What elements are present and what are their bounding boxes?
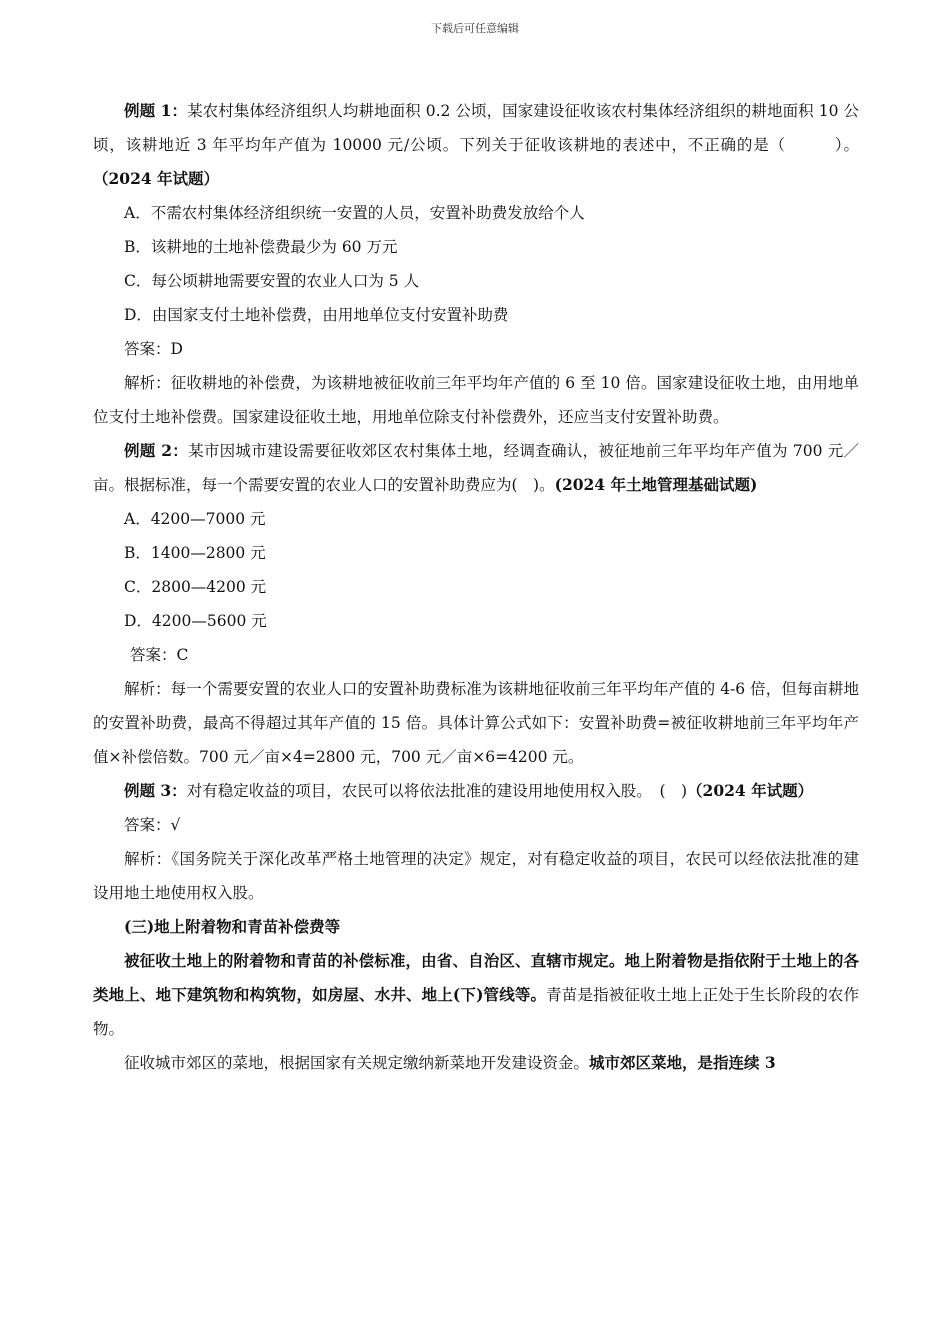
example-2-option-b: B．1400—2800 元 bbox=[124, 544, 266, 562]
example-3-label: 例题 3： bbox=[124, 781, 187, 800]
example-2-tag: (2024 年土地管理基础试题) bbox=[554, 475, 758, 494]
example-2-answer: 答案：C bbox=[130, 646, 189, 664]
example-1-option-b: B．该耕地的土地补偿费最少为 60 万元 bbox=[124, 238, 398, 256]
example-3-stem: 例题 3：对有稳定收益的项目，农民可以将依法批准的建设用地使用权入股。 ( )（2024 年试题） bbox=[124, 781, 814, 800]
example-1-label: 例题 1： bbox=[124, 101, 188, 120]
section-paragraph-1: 被征收土地上的附着物和青苗的补偿标准，由省、自治区、直辖市规定。地上附着物是指依附于土地上的各类地上、地下建筑物和构筑物，如房屋、水井、地上(下)管线等。青苗是指被征收土地上正处于生长阶段的农作物。 bbox=[93, 951, 859, 1038]
example-2-stem: 例题 2：某市因城市建设需要征收郊区农村集体土地，经调查确认，被征地前三年平均年产值为 700 元／亩。根据标准，每一个需要安置的农业人口的安置补助费应为( )。(2024 年土地管理基础试题) bbox=[93, 441, 859, 494]
example-2-option-a: A．4200—7000 元 bbox=[124, 510, 266, 528]
example-3-tag: （2024 年试题） bbox=[687, 781, 814, 800]
example-2-analysis: 解析：每一个需要安置的农业人口的安置补助费标准为该耕地征收前三年平均年产值的 4-6 倍，但每亩耕地的安置补助费，最高不得超过其年产值的 15 倍。具体计算公式如下：安置补助费=被征收耕地前三年平均年产值×补偿倍数。700 元／亩×4=2800 元，700 元／亩×6=4200 元。 bbox=[93, 680, 859, 766]
section-paragraph-2: 征收城市郊区的菜地，根据国家有关规定缴纳新菜地开发建设资金。城市郊区菜地，是指连续 3 bbox=[124, 1053, 776, 1072]
example-3-analysis: 解析：《国务院关于深化改革严格土地管理的决定》规定，对有稳定收益的项目，农民可以经依法批准的建设用地土地使用权入股。 bbox=[93, 850, 859, 902]
example-2-option-c: C．2800—4200 元 bbox=[124, 578, 267, 596]
example-1-tag: （2024 年试题） bbox=[93, 169, 220, 188]
example-1-analysis: 解析：征收耕地的补偿费，为该耕地被征收前三年平均年产值的 6 至 10 倍。国家建设征收土地，由用地单位支付土地补偿费。国家建设征收土地，用地单位除支付补偿费外，还应当支付安置补助费。 bbox=[93, 374, 859, 426]
page-header: 下载后可任意编辑 bbox=[431, 22, 519, 35]
example-3-answer: 答案：√ bbox=[124, 816, 181, 834]
example-1-option-c: C．每公顷耕地需要安置的农业人口为 5 人 bbox=[124, 272, 420, 290]
example-2-label: 例题 2： bbox=[124, 441, 189, 460]
example-1-answer: 答案：D bbox=[124, 340, 183, 358]
example-1-option-d: D．由国家支付土地补偿费，由用地单位支付安置补助费 bbox=[124, 306, 509, 324]
example-1-option-a: A．不需农村集体经济组织统一安置的人员，安置补助费发放给个人 bbox=[124, 204, 585, 222]
document-body bbox=[93, 94, 859, 1080]
example-2-option-d: D．4200—5600 元 bbox=[124, 612, 267, 630]
example-1-stem: 例题 1：某农村集体经济组织人均耕地面积 0.2 公顷，国家建设征收该农村集体经济组织的耕地面积 10 公顷，该耕地近 3 年平均年产值为 10000 元/公顷。下列关于征收该耕地的表述中，不正确的是（ ）。（2024 年试题） bbox=[93, 101, 859, 188]
section-heading: (三)地上附着物和青苗补偿费等 bbox=[124, 917, 341, 936]
